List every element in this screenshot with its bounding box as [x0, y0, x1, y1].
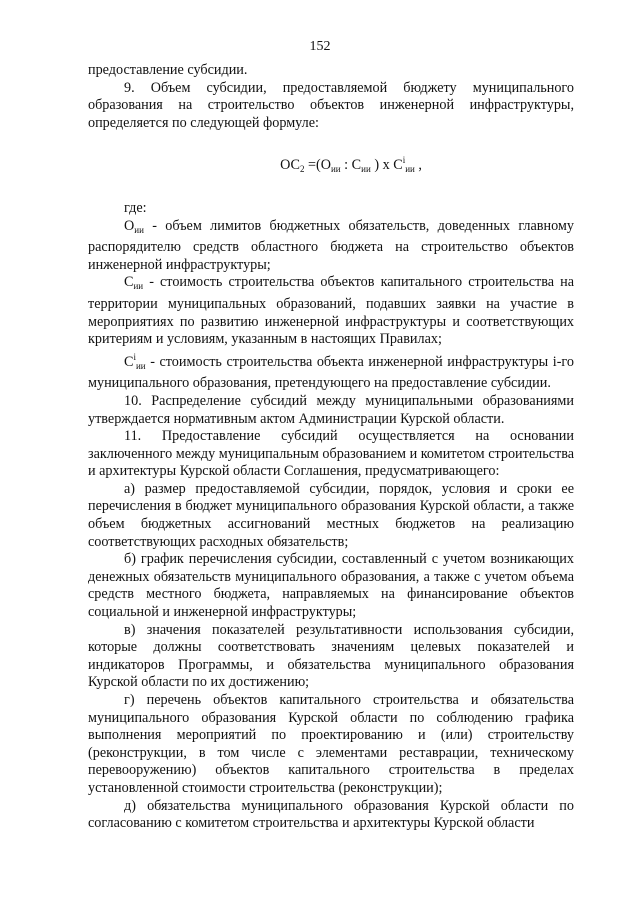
definition-o — [88, 218, 574, 275]
definition-ci-sup: i — [133, 351, 136, 362]
formula-ci-sub: ии — [405, 164, 415, 175]
item-d: д) обязательства муниципального образования Курской области по согласованию с комитетом строительства и архитектуры Курской области — [88, 797, 574, 832]
formula-c-sub: ии — [361, 164, 371, 175]
document-body — [88, 62, 574, 833]
definition-c-sub: ии — [133, 281, 144, 292]
paragraph-11: 11. Предоставление субсидий осуществляется на основании заключенного между муниципальным образованием и комитетом строительства и архитектуры Курской области Соглашения, предусматривающего: — [88, 428, 574, 480]
formula-times: ) х С — [370, 157, 403, 174]
item-v: в) значения показателей результативности использования субсидии, которые должны соответствовать значениям целевых показателей и индикаторов Программы, и обязательства муниципального образования Курской области по их достижению; — [88, 621, 574, 691]
definition-ci-text: - стоимость строительства объекта инженерной инфраструктуры i-го муниципального образования, претендующего на предоставление субсидии. — [88, 353, 574, 392]
formula-ci-sup: i — [402, 155, 406, 166]
definition-c-text: - стоимость строительства объектов капитального строительства на территории муниципальных образований, подавших заявки на участие в мероприятиях по развитию инженерной инфраструктуры и соответствующих критериям и условиям, указанным в настоящих Правилах; — [88, 274, 574, 348]
definition-o-symbol: О — [124, 217, 135, 234]
formula-end: , — [414, 157, 422, 174]
definition-ci-sub: ии — [135, 360, 146, 371]
item-a: а) размер предоставляемой субсидии, порядок, условия и сроки ее перечисления в бюджет муниципального образования Курской области, а также объем бюджетных ассигнований местных бюджетов на реализацию соответствующих расходных обязательств; — [88, 480, 574, 550]
paragraph-10: 10. Распределение субсидий между муниципальными образованиями утверждается нормативным актом Администрации Курской области. — [88, 392, 574, 427]
item-g: г) перечень объектов капитального строительства и обязательства муниципального образования Курской области по соблюдению графика выполнения мероприятий по проектированию и (или) строительству (реконструкции, в том числе с элементами реставрации, техническому перевооружению) объектов капитального строительства в пределах установленной стоимости строительства (реконструкции); — [88, 692, 574, 796]
definition-o-text: - объем лимитов бюджетных обязательств, доведенных главному распорядителю средств областного бюджета на строительство объектов инженерной инфраструктуры; — [88, 217, 574, 273]
formula-lhs-sub: 2 — [299, 164, 305, 175]
formula-lhs: ОС — [280, 157, 300, 174]
item-b: б) график перечисления субсидии, составленный с учетом возникающих денежных обязательств муниципального образования, а также с учетом объема средств местного бюджета, направляемых на финансирование объектов социальной и инженерной инфраструктуры; — [88, 551, 574, 621]
paragraph-intro: предоставление субсидии. — [88, 62, 248, 78]
formula-eq-open: =(О — [304, 157, 331, 174]
definition-ci-symbol: С — [124, 353, 134, 370]
definition-ci — [88, 349, 574, 393]
page-number: 152 — [309, 39, 331, 54]
formula — [88, 152, 574, 179]
definition-c — [88, 274, 574, 348]
definition-o-sub: ии — [134, 224, 144, 235]
where-label: где: — [124, 199, 147, 216]
formula-o-sub: ии — [330, 164, 341, 175]
formula-colon: : С — [340, 157, 362, 174]
definition-c-symbol: С — [124, 274, 134, 291]
paragraph-9: 9. Объем субсидии, предоставляемой бюджету муниципального образования на строительство объектов инженерной инфраструктуры, определяется по следующей формуле: — [88, 79, 574, 131]
